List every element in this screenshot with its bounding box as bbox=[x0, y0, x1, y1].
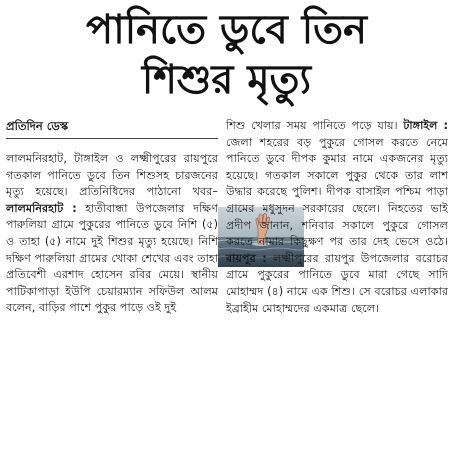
left-column-continuation: শিশু খেলার সময় পানিতে পড়ে যায়। bbox=[226, 119, 404, 132]
dateline-tangail: টাঙ্গাইল : bbox=[403, 119, 448, 132]
byline: প্রতিদিন ডেস্ক bbox=[6, 118, 218, 139]
dateline-lalmonirhat: লালমনিরহাট : bbox=[6, 201, 77, 215]
headline-line-2: শিশুর মৃত্যু bbox=[141, 57, 312, 103]
lalmonirhat-report: হাতীবান্ধা উপজেলার দক্ষিণ পারুলিয়া গ্রামে পুকুরের পানিতে ডুবে নিশি (৫) ও তাহা (৫) নামে দুই শিশুর মৃত্যু হয়েছে। নিশি দক্ষিণ পারুলিয়া গ্রামের খোকা শেখের এবং তাহা প্রতিবেশী এরশাদ হোসেন রবির মেয়ে। স্থানীয় পাটিকাপাড়া ইউপি চেয়ারম্যান সফিউল আলম বলেন, বাড়ির পাশে পুকুর পাড়ে ওই দুই bbox=[6, 201, 219, 315]
headline-line-1: পানিতে ডুবে তিন bbox=[85, 7, 368, 53]
intro-paragraph: লালমনিরহাট, টাঙ্গাইল ও লক্ষ্মীপুরের রায়পুরে গতকাল পানিতে ডুবে তিন শিশুসহ চারজনের মৃত্যু হয়েছে। প্রতিনিধিদের পাঠানো খবর– bbox=[6, 152, 218, 199]
tangail-report: জেলা শহরের বড় পুকুরে গোসল করতে নেমে পানিতে ডুবে দীপক কুমার নামে একজনের মৃত্যু হয়েছে। গতকাল সকালে পুকুর থেকে তার লাশ উদ্ধার করেছে পুলিশ। দীপক বাসাইল পশ্চিম পাড়া গ্রামের মধুসুদন সরকারের ছেলে। নিহতের ভাই প্রদীপ জানান, শনিবার সকালে পুকুরে গোসল করতে নামার কিছুক্ষণ পর তার দেহ ভেসে ওঠে। bbox=[226, 135, 448, 249]
dateline-raipur: রায়পুর : bbox=[226, 251, 267, 265]
article-right-column bbox=[226, 118, 448, 317]
article-left-column bbox=[6, 118, 218, 317]
raipur-report: লক্ষ্মীপুরের রায়পুর উপজেলার বরোচর গ্রামে পুকুরের পানিতে ডুবে মারা গেছে সাদি মোহাম্মদ (৪) নামে এক শিশু। সে বরোচর এলাকার ইব্রাহীম মোহাম্মদের একমাত্র ছেলে। bbox=[226, 251, 448, 315]
